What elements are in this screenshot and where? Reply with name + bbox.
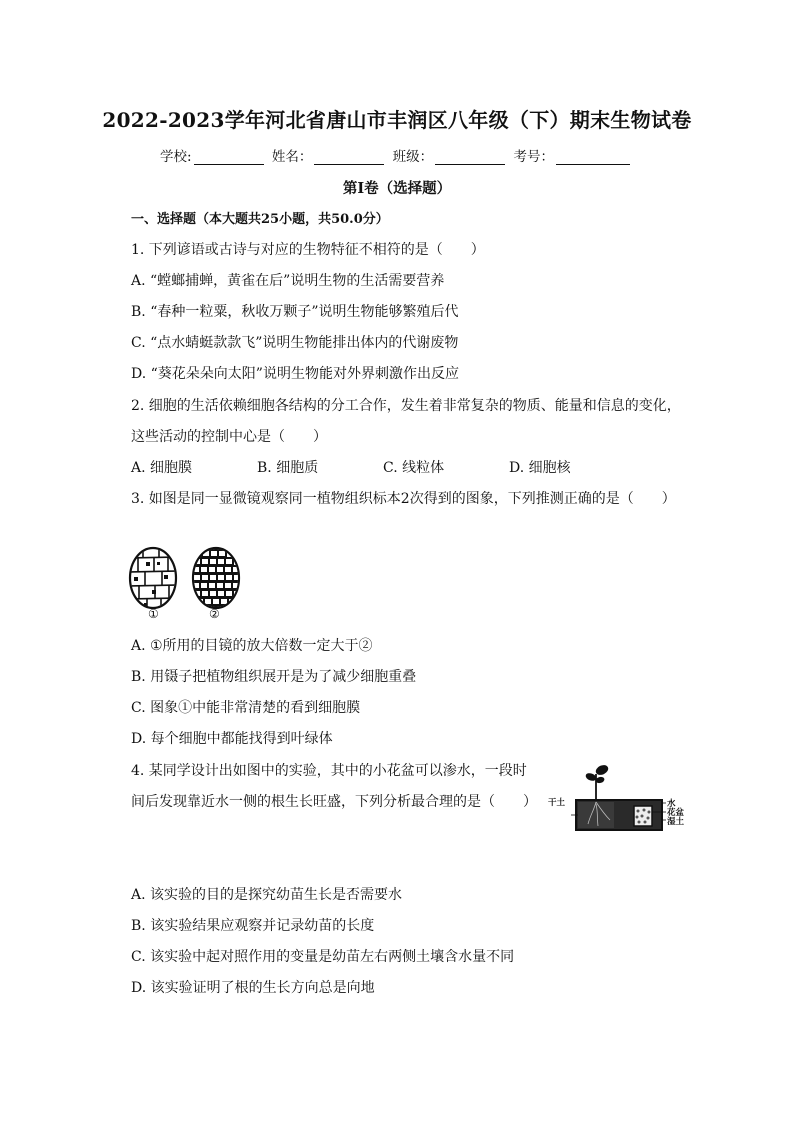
q3-option-a[interactable]: A. ①所用的目镜的放大倍数一定大于②: [131, 638, 373, 654]
seedling-icon: [585, 764, 609, 800]
exam-no-blank[interactable]: [556, 150, 630, 165]
microscope-view-2: [192, 548, 240, 610]
q1-option-a[interactable]: A. “螳螂捕蝉，黄雀在后”说明生物的生活需要营养: [131, 273, 445, 289]
school-label: 学校:: [160, 149, 192, 165]
exam-no-label: 考号：: [513, 149, 554, 165]
name-label: 姓名：: [271, 149, 313, 165]
q4-option-d[interactable]: D. 该实验证明了根的生长方向总是向地: [131, 980, 375, 996]
student-info-line: [0, 145, 794, 165]
q1-stem: 1. 下列谚语或古诗与对应的生物特征不相符的是（ ）: [131, 242, 485, 258]
q3-figure-label-1: ①: [148, 607, 159, 621]
q1-option-d[interactable]: D. “葵花朵朵向太阳”说明生物能对外界刺激作出反应: [131, 366, 459, 382]
q2-stem-line2: 这些活动的控制中心是（ ）: [131, 429, 327, 445]
class-label: 班级：: [392, 149, 434, 165]
q4-stem-line2: 间后发现靠近水一侧的根生长旺盛，下列分析最合理的是（ ）: [131, 794, 537, 810]
q2-option-c[interactable]: C. 线粒体: [383, 460, 445, 476]
part-heading: 一、选择题（本大题共25小题，共50.0分）: [131, 212, 389, 227]
q2-option-b[interactable]: B. 细胞质: [257, 460, 319, 476]
q1-option-c[interactable]: C. “点水蜻蜓款款飞”说明生物能排出体内的代谢废物: [131, 335, 459, 351]
q3-microscope-figure: [126, 544, 248, 626]
q2-stem-line1: 2. 细胞的生活依赖细胞各结构的分工合作，发生着非常复杂的物质、能量和信息的变化，: [131, 398, 681, 414]
class-blank[interactable]: [435, 150, 505, 165]
q4-label-flowerpot: 花盆: [667, 808, 685, 818]
q4-label-water: 水: [667, 799, 676, 809]
q2-option-d[interactable]: D. 细胞核: [509, 460, 571, 476]
q4-label-wet-soil: 湿土: [667, 817, 685, 827]
q3-stem: 3. 如图是同一显微镜观察同一植物组织标本2次得到的图象，下列推测正确的是（ ）: [131, 491, 676, 507]
q4-label-dry-soil: 干土: [548, 798, 566, 808]
microscope-view-1: [130, 547, 176, 610]
q3-option-b[interactable]: B. 用镊子把植物组织展开是为了减少细胞重叠: [131, 669, 417, 685]
section-title: 第I卷（选择题）: [342, 180, 452, 197]
q4-option-a[interactable]: A. 该实验的目的是探究幼苗生长是否需要水: [131, 887, 403, 903]
q2-options: [131, 457, 635, 477]
q4-experiment-figure: [570, 760, 675, 832]
q2-option-a[interactable]: A. 细胞膜: [131, 460, 193, 476]
school-blank[interactable]: [194, 150, 264, 165]
q3-option-c[interactable]: C. 图象①中能非常清楚的看到细胞膜: [131, 700, 361, 716]
exam-title: 2022-2023学年河北省唐山市丰润区八年级（下）期末生物试卷: [102, 108, 692, 132]
q4-option-b[interactable]: B. 该实验结果应观察并记录幼苗的长度: [131, 918, 375, 934]
q1-option-b[interactable]: B. “春种一粒粟，秋收万颗子”说明生物能够繁殖后代: [131, 304, 459, 320]
flowerpot-icon: [634, 806, 652, 826]
q4-option-c[interactable]: C. 该实验中起对照作用的变量是幼苗左右两侧土壤含水量不同: [131, 949, 515, 965]
q3-figure-label-2: ②: [209, 607, 220, 621]
q4-stem-line1: 4. 某同学设计出如图中的实验，其中的小花盆可以渗水，一段时: [131, 763, 527, 779]
q3-option-d[interactable]: D. 每个细胞中都能找得到叶绿体: [131, 731, 333, 747]
name-blank[interactable]: [314, 150, 384, 165]
